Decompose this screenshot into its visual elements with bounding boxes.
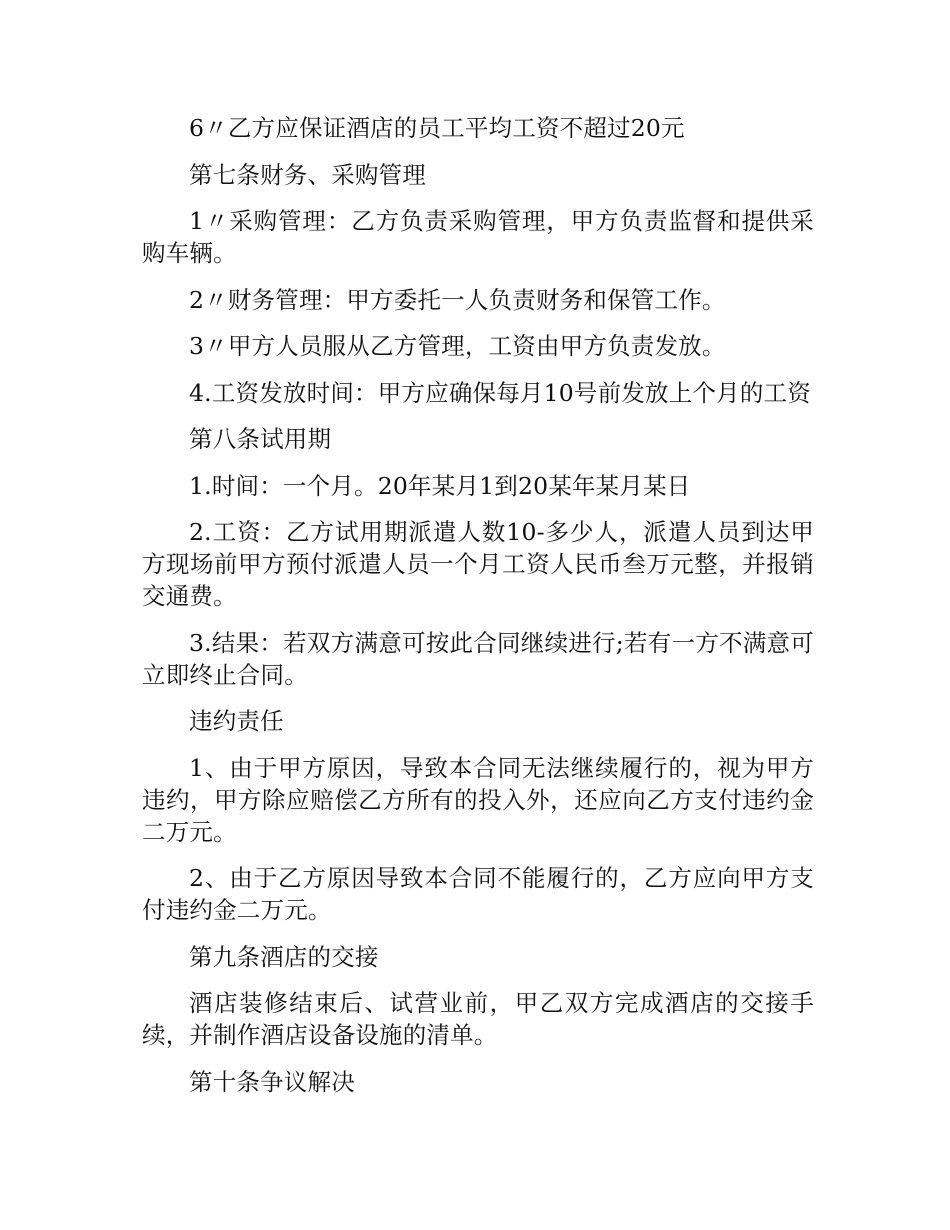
article-7-item-4: 4.工资发放时间：甲方应确保每月10号前发放上个月的工资 [189,378,811,407]
breach-liability-heading: 违约责任 [189,707,284,735]
article-8-item-1: 1.时间：一个月。20年某月1到20某年某月某日 [189,471,691,500]
article-10-heading: 第十条争议解决 [189,1067,355,1096]
article-7-item-2: 2〃财务管理：甲方委托一人负责财务和保管工作。 [189,285,726,314]
breach-item-1: 1、由于甲方原因，导致本合同无法继续履行的，视为甲方违约，甲方除应赔偿乙方所有的投入外，还应向乙方支付违约金二万元。 [142,753,814,846]
article-7-item-3: 3〃甲方人员服从乙方管理，工资由甲方负责发放。 [189,332,726,360]
document-body [142,112,814,1112]
article-8-item-3: 3.结果：若双方满意可按此合同继续进行;若有一方不满意可立即终止合同。 [142,628,814,689]
article-8-item-2: 2.工资：乙方试用期派遣人数10-多少人，派遣人员到达甲方现场前甲方预付派遣人员一个月工资人民币叁万元整，并报销交通费。 [142,518,814,610]
article-9-heading: 第九条酒店的交接 [189,942,379,971]
clause-6-salary-cap: 6〃乙方应保证酒店的员工平均工资不超过20元 [189,114,685,142]
article-9-text: 酒店装修结束后、试营业前，甲乙双方完成酒店的交接手续，并制作酒店设备设施的清单。 [142,989,814,1049]
article-7-item-1: 1〃采购管理：乙方负责采购管理，甲方负责监督和提供采购车辆。 [142,207,814,267]
breach-item-2: 2、由于乙方原因导致本合同不能履行的，乙方应向甲方支付违约金二万元。 [142,864,814,924]
article-7-heading: 第七条财务、采购管理 [189,160,426,189]
article-8-heading: 第八条试用期 [189,425,332,453]
